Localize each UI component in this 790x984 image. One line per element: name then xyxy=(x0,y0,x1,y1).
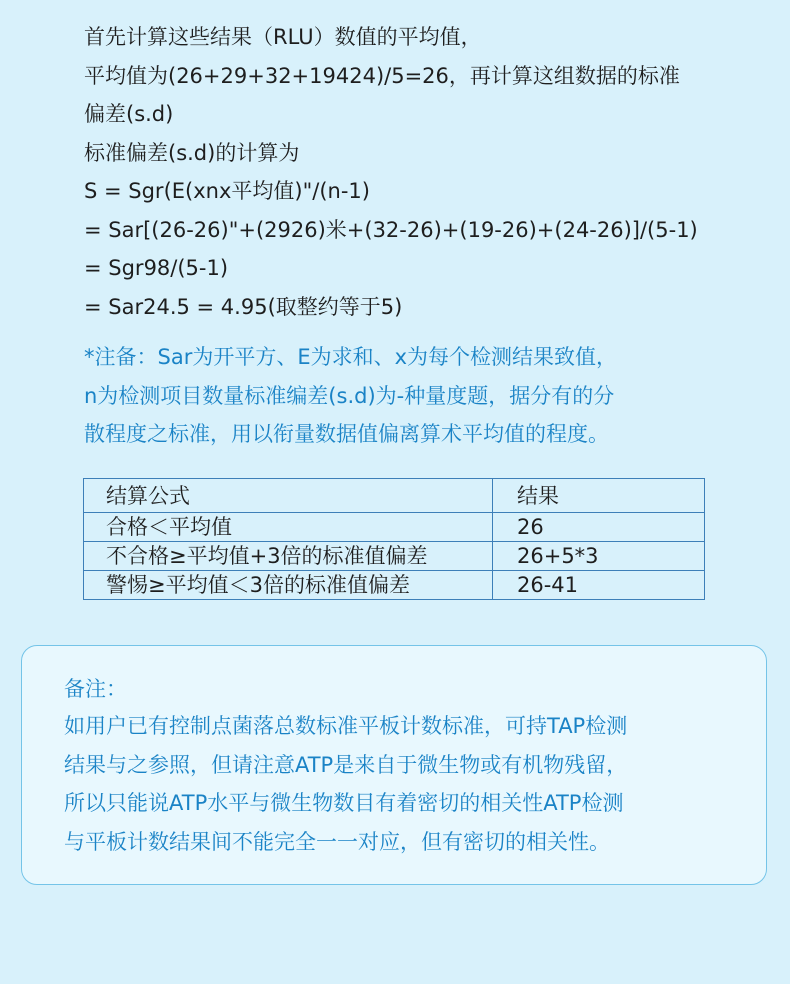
remark-line: 如用户已有控制点菌落总数标准平板计数标准，可持TAP检测 xyxy=(64,714,628,738)
table-header-formula: 结算公式 xyxy=(84,479,493,513)
table-cell-formula: 警惕≥平均值＜3倍的标准值偏差 xyxy=(84,571,493,600)
formula-line: 偏差(s.d) xyxy=(84,102,174,126)
formula-line: 首先计算这些结果（RLU）数值的平均值， xyxy=(84,25,482,49)
remark-box xyxy=(21,645,767,885)
note-line: 散程度之标准，用以衔量数据值偏离算术平均值的程度。 xyxy=(84,422,609,446)
table-row xyxy=(84,513,705,542)
note-line: n为检测项目数量标准编差(s.d)为-种量度题，据分有的分 xyxy=(84,383,615,408)
table-row xyxy=(84,571,705,600)
note-section xyxy=(84,338,744,454)
table-cell-formula: 不合格≥平均值+3倍的标准值偏差 xyxy=(84,542,493,571)
table-header-result: 结果 xyxy=(493,479,705,513)
table-cell-formula: 合格＜平均值 xyxy=(84,513,493,542)
table-cell-result: 26+5*3 xyxy=(493,542,705,571)
table-cell-result: 26-41 xyxy=(493,571,705,600)
formula-line: = Sar24.5 = 4.95(取整约等于5) xyxy=(84,294,403,319)
remark-line: 与平板计数结果间不能完全一一对应，但有密切的相关性。 xyxy=(64,829,610,854)
formula-line: = Sar[(26-26)"+(2926)米+(32-26)+(19-26)+(24-26)]/(5-1) xyxy=(84,217,698,242)
result-table xyxy=(83,478,705,600)
remark-line: 所以只能说ATP水平与微生物数目有着密切的相关性ATP检测 xyxy=(64,791,624,815)
remark-line: 结果与之参照，但请注意ATP是来自于微生物或有机物残留， xyxy=(64,752,628,777)
formula-line: 标准偏差(s.d)的计算为 xyxy=(84,140,300,165)
formula-section xyxy=(84,18,744,326)
remark-body xyxy=(64,707,744,861)
remark-title: 备注： xyxy=(64,677,127,701)
formula-line: = Sgr98/(5-1) xyxy=(84,256,229,280)
table-row xyxy=(84,542,705,571)
table-header-row xyxy=(84,479,705,513)
formula-line: 平均值为(26+29+32+19424)/5=26，再计算这组数据的标准 xyxy=(84,63,680,88)
table-cell-result: 26 xyxy=(493,513,705,542)
formula-line: S = Sgr(E(xnx平均值)"/(n-1) xyxy=(84,179,370,203)
note-line: *注备：Sar为开平方、E为求和、x为每个检测结果致值， xyxy=(84,345,618,369)
